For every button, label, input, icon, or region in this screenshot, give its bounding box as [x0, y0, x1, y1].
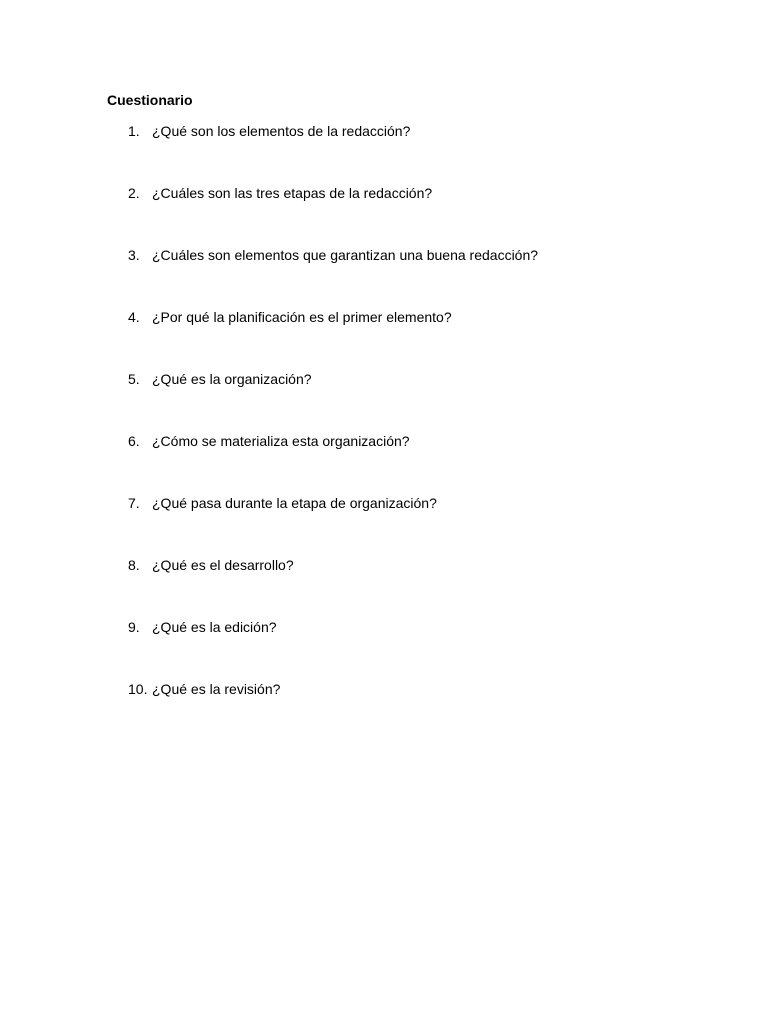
question-item [0, 432, 768, 494]
question-number: 6. [128, 433, 140, 449]
question-text: ¿Por qué la planificación es el primer elemento? [152, 309, 452, 325]
question-number: 9. [128, 619, 140, 635]
question-text: ¿Cuáles son las tres etapas de la redacción? [152, 185, 433, 201]
document-title: Cuestionario [107, 92, 193, 108]
question-item [0, 680, 768, 742]
question-item [0, 556, 768, 618]
question-text: ¿Cómo se materializa esta organización? [152, 433, 410, 449]
question-text: ¿Qué son los elementos de la redacción? [152, 123, 411, 139]
question-item [0, 494, 768, 556]
question-text: ¿Cuáles son elementos que garantizan una buena redacción? [152, 247, 539, 263]
question-text: ¿Qué es la organización? [152, 371, 312, 387]
question-text: ¿Qué pasa durante la etapa de organización? [152, 495, 437, 511]
question-number: 7. [128, 495, 140, 511]
question-number: 4. [128, 309, 140, 325]
question-number: 2. [128, 185, 140, 201]
question-number: 8. [128, 557, 140, 573]
question-number: 1. [128, 123, 140, 139]
question-item [0, 618, 768, 680]
question-item [0, 308, 768, 370]
question-list [0, 122, 768, 742]
question-item [0, 246, 768, 308]
question-text: ¿Qué es la revisión? [152, 681, 281, 697]
question-item [0, 184, 768, 246]
question-text: ¿Qué es el desarrollo? [152, 557, 294, 573]
question-item [0, 122, 768, 184]
question-number: 3. [128, 247, 140, 263]
question-number: 10. [128, 681, 148, 697]
question-number: 5. [128, 371, 140, 387]
question-text: ¿Qué es la edición? [152, 619, 277, 635]
question-item [0, 370, 768, 432]
